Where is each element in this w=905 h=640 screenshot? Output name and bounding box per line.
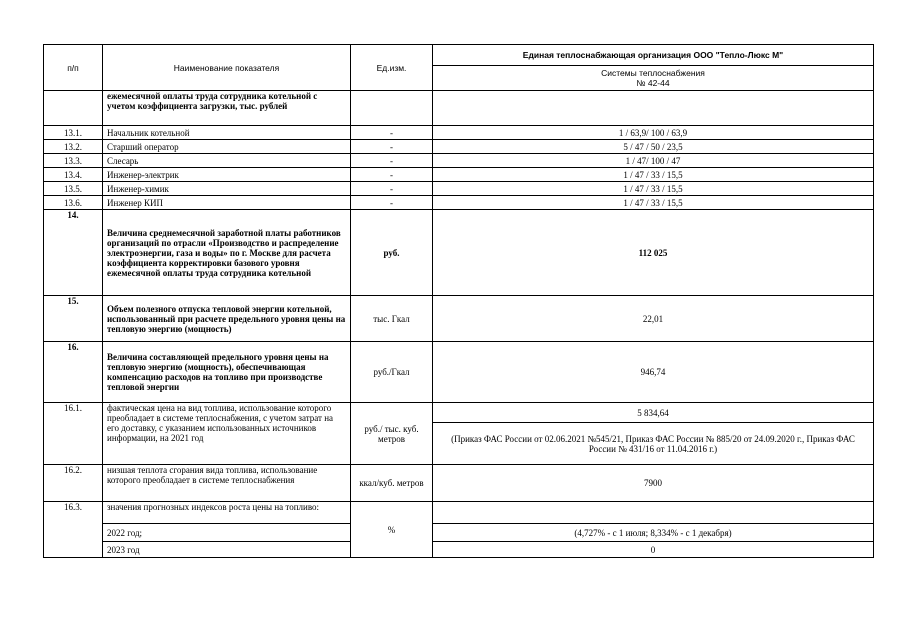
table-row bbox=[44, 126, 874, 140]
row-14-num: 14. bbox=[44, 210, 103, 296]
row-value: 1 / 63,9/ 100 / 63,9 bbox=[433, 126, 874, 140]
row-name: Начальник котельной bbox=[103, 126, 351, 140]
row-value: 1 / 47 / 33 / 15,5 bbox=[433, 196, 874, 210]
row-name: Слесарь bbox=[103, 154, 351, 168]
table-row-16-2 bbox=[44, 465, 874, 502]
row-15-value: 22,01 bbox=[433, 296, 874, 342]
header-systems bbox=[433, 66, 874, 91]
row-name: Инженер КИП bbox=[103, 196, 351, 210]
row-16-1-name: фактическая цена на вид топлива, использование которого преобладает в системе теплоснабжения, с учетом затрат на его доставку, с указанием использованных источников информации, на 2021 год bbox=[103, 403, 351, 465]
header-org: Единая теплоснабжающая организация ООО "Тепло-Люкс М" bbox=[433, 45, 874, 66]
row-16-3-2022-value: (4,727% - с 1 июля; 8,334% - с 1 декабря) bbox=[433, 524, 874, 542]
row-16-unit: руб./Гкал bbox=[351, 342, 433, 403]
row-value: 5 / 47 / 50 / 23,5 bbox=[433, 140, 874, 154]
row-unit: - bbox=[351, 196, 433, 210]
row-unit: - bbox=[351, 182, 433, 196]
row-16-3-2022-label: 2022 год; bbox=[103, 524, 351, 542]
row-16-3-2023-label: 2023 год bbox=[103, 542, 351, 558]
table-row-16 bbox=[44, 342, 874, 403]
row-15-unit: тыс. Гкал bbox=[351, 296, 433, 342]
table-row-16-1 bbox=[44, 403, 874, 423]
table-row-16-3-2023 bbox=[44, 542, 874, 558]
row-unit: - bbox=[351, 140, 433, 154]
table-row bbox=[44, 154, 874, 168]
row-16-value: 946,74 bbox=[433, 342, 874, 403]
row-15-num: 15. bbox=[44, 296, 103, 342]
indicator-table bbox=[43, 44, 874, 558]
row-num: 13.4. bbox=[44, 168, 103, 182]
row-16-2-value: 7900 bbox=[433, 465, 874, 502]
row-value: 1 / 47 / 33 / 15,5 bbox=[433, 168, 874, 182]
row-16-3-unit: % bbox=[351, 502, 433, 558]
row-num: 13.3. bbox=[44, 154, 103, 168]
header-unit: Ед.изм. bbox=[351, 45, 433, 91]
row-16-3-name: значения прогнозных индексов роста цены на топливо: bbox=[103, 502, 351, 524]
row-num: 13.6. bbox=[44, 196, 103, 210]
table-row bbox=[44, 168, 874, 182]
row-value: 1 / 47/ 100 / 47 bbox=[433, 154, 874, 168]
row-unit: - bbox=[351, 126, 433, 140]
table-row bbox=[44, 140, 874, 154]
row-16-1-unit: руб./ тыс. куб. метров bbox=[351, 403, 433, 465]
table-row-13-cont bbox=[44, 91, 874, 126]
row-num: 13.2. bbox=[44, 140, 103, 154]
row-15-name: Объем полезного отпуска тепловой энергии котельной, использованный при расчете предельного уровня цены на тепловую энергию (мощность) bbox=[103, 296, 351, 342]
header-name: Наименование показателя bbox=[103, 45, 351, 91]
row-16-3-2023-value: 0 bbox=[433, 542, 874, 558]
row-name: Инженер-химик bbox=[103, 182, 351, 196]
row-value: 1 / 47 / 33 / 15,5 bbox=[433, 182, 874, 196]
row-16-1-source: (Приказ ФАС России от 02.06.2021 №545/21, Приказ ФАС России № 885/20 от 24.09.2020 г., Приказ ФАС России № 431/16 от 11.04.2016 г.) bbox=[433, 423, 874, 465]
row-16-2-name: низшая теплота сгорания вида топлива, использование которого преобладает в системе теплоснабжения bbox=[103, 465, 351, 502]
row-16-3-num: 16.3. bbox=[44, 502, 103, 558]
row-16-1-num: 16.1. bbox=[44, 403, 103, 465]
row-num: 13.5. bbox=[44, 182, 103, 196]
row-13-name-cont: ежемесячной оплаты труда сотрудника котельной с учетом коэффициента загрузки, тыс. рублей bbox=[103, 91, 351, 126]
row-unit: - bbox=[351, 168, 433, 182]
row-unit: - bbox=[351, 154, 433, 168]
row-name: Старший оператор bbox=[103, 140, 351, 154]
table-row-16-3 bbox=[44, 502, 874, 524]
row-name: Инженер-электрик bbox=[103, 168, 351, 182]
header-num: п/п bbox=[44, 45, 103, 91]
row-14-name: Величина среднемесячной заработной платы работников организаций по отрасли «Производство и распределение электроэнергии, газа и воды» по г. Москве для расчета коэффициента корректировки базового уровня ежемесячной оплаты труда сотрудника котельной bbox=[103, 210, 351, 296]
header-systems-line1: Системы теплоснабжения bbox=[601, 68, 705, 78]
header-row bbox=[44, 45, 874, 66]
row-14-unit: руб. bbox=[351, 210, 433, 296]
table-row-14 bbox=[44, 210, 874, 296]
row-14-value: 112 025 bbox=[433, 210, 874, 296]
table-row bbox=[44, 182, 874, 196]
header-systems-line2: № 42-44 bbox=[636, 78, 670, 88]
row-16-name: Величина составляющей предельного уровня цены на тепловую энергию (мощность), обеспечивающая компенсацию расходов на топливо при производстве тепловой энергии bbox=[103, 342, 351, 403]
table-row-16-3-2022 bbox=[44, 524, 874, 542]
row-16-2-unit: ккал/куб. метров bbox=[351, 465, 433, 502]
row-num: 13.1. bbox=[44, 126, 103, 140]
row-16-2-num: 16.2. bbox=[44, 465, 103, 502]
row-16-1-value: 5 834,64 bbox=[433, 403, 874, 423]
table-row-15 bbox=[44, 296, 874, 342]
row-16-num: 16. bbox=[44, 342, 103, 403]
table-row bbox=[44, 196, 874, 210]
